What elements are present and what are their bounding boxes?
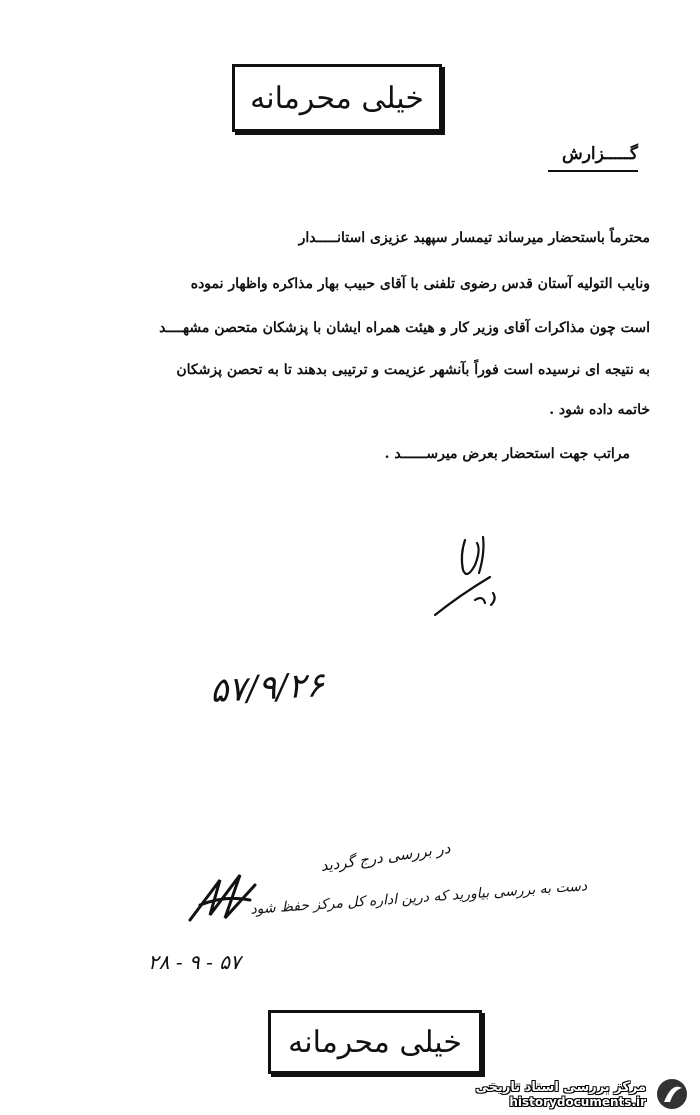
handwritten-note-line-1: در بررسی درج گردید: [319, 838, 452, 876]
watermark-site: historydocuments.ir: [509, 1094, 646, 1109]
body-line-3: است چون مذاکرات آقای وزیر کار و هیئت همراه ایشان با پزشکان متحصن مشهــــد: [159, 320, 650, 336]
report-title: گـــــزارش: [548, 144, 638, 172]
handwritten-date-1: ۵۷/۹/۲۶: [209, 665, 326, 711]
archive-watermark: [420, 1075, 690, 1113]
signature-top: [405, 525, 515, 625]
handwritten-date-2: ۵۷ - ۹ - ۲۸: [148, 950, 241, 974]
body-line-4: به نتیجه ای نرسیده است فوراً بآنشهر عزیمت و ترتیبی بدهند تا به تحصن پزشکان: [176, 362, 650, 378]
archive-logo-icon: [654, 1076, 690, 1112]
classification-stamp-bottom: خیلی محرمانه: [268, 1010, 482, 1074]
body-line-5: خاتمه داده شود .: [549, 402, 650, 418]
body-line-2: ونایب التولیه آستان قدس رضوی تلفنی با آقای حبیب بهار مذاکره واظهار نموده: [190, 276, 650, 292]
signature-bottom: [180, 860, 270, 930]
closing-line: مراتب جهت استحضار بعرض میرســــــد .: [384, 446, 630, 462]
body-line-1: محترماً باستحضار میرساند تیمسار سپهبد عزیزی استانـــــدار: [298, 230, 650, 246]
handwritten-note-line-2: دست به بررسی بیاورید که درین اداره کل مرکز حفظ شود: [249, 878, 588, 918]
watermark-name: مرکز بررسی اسناد تاریخی: [475, 1079, 646, 1095]
classification-stamp-top: خیلی محرمانه: [232, 64, 442, 132]
